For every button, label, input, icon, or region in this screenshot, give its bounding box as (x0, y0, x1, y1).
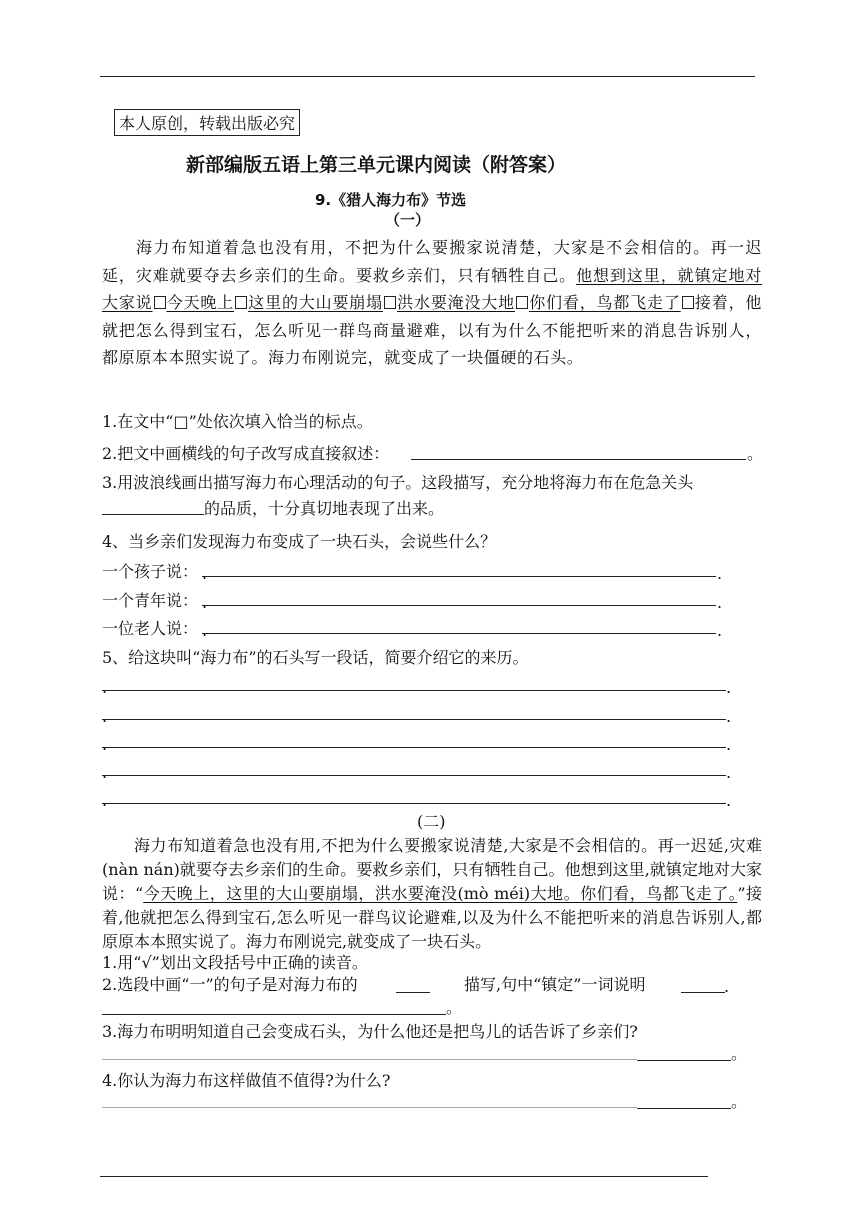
header-rule (100, 76, 755, 77)
line-dot: . (102, 763, 108, 782)
elder-says-label: 一位老人说： (102, 619, 199, 638)
answer-line[interactable] (102, 514, 204, 515)
question-2-2: 2.选段中画“一”的句子是对海力布的 (102, 975, 358, 994)
passage-two (102, 834, 762, 954)
answer-line[interactable] (396, 992, 430, 993)
question-2-3-end: 。 (731, 1044, 748, 1063)
question-1-4: 4、当乡亲们发现海力布变成了一块石头，会说些什么？ (102, 532, 497, 551)
underlined-sentence: 他想到这里，就镇定地对大家说 今天晚上 这里的大山要崩塌 洪水要淹没大地 你们看，鸟都飞走了 (102, 265, 762, 312)
blank-box-icon[interactable] (154, 296, 166, 309)
question-2-1: 1.用“√”划出文段括号中正确的读音。 (102, 953, 368, 972)
line-dot: . (726, 707, 732, 726)
answer-line[interactable] (411, 459, 746, 460)
question-1-2-end: 。 (747, 444, 764, 463)
line-dot: . (726, 735, 732, 754)
answer-line[interactable] (637, 1060, 731, 1061)
line-dot: . (202, 621, 208, 640)
line-dot: . (102, 707, 108, 726)
passage-one-text-a: 海力布知道着急也没有用，不把为什么要搬家说清楚，大家是不会相信的。再一迟延，灾难就要夺去乡亲们的生命。要救乡亲们，只有牺牲自己。 (102, 238, 762, 285)
line-dot: . (724, 977, 730, 996)
question-1-3: 3.用波浪线画出描写海力布心理活动的句子。这段描写，充分地将海力布在危急关头 (102, 473, 694, 492)
question-1-5: 5、给这块叫“海力布”的石头写一段话，简要介绍它的来历。 (102, 648, 529, 667)
part-two-label: (二) (417, 812, 446, 831)
line-dot: . (717, 621, 723, 640)
answer-line[interactable] (637, 1108, 731, 1109)
line-dot: . (202, 564, 208, 583)
answer-line[interactable] (102, 803, 726, 804)
answer-line[interactable] (102, 1014, 446, 1015)
blank-box-icon[interactable] (516, 296, 528, 309)
line-dot: . (202, 593, 208, 612)
answer-line[interactable] (202, 576, 716, 577)
blank-box-icon[interactable] (384, 296, 396, 309)
answer-line[interactable] (102, 775, 726, 776)
line-dot: . (717, 564, 723, 583)
passage-two-text-a: 海力布知道着急也没有用,不把为什么要搬家说清楚,大家是不会相信的。再一迟延,灾难(nàn nán)就要夺去乡亲们的生命。要救乡亲们，只有牺牲自己。他想到这里,就镇定地对大家说：“ (102, 836, 762, 903)
youth-says-label: 一个青年说： (102, 591, 199, 610)
question-2-3: 3.海力布明明知道自己会变成石头，为什么他还是把鸟儿的话告诉了乡亲们? (102, 1022, 638, 1041)
question-2-4: 4.你认为海力布这样做值不值得?为什么? (102, 1071, 391, 1090)
line-dot: . (102, 678, 108, 697)
answer-line[interactable] (102, 719, 726, 720)
line-dot: . (102, 735, 108, 754)
line-dot: . (717, 593, 723, 612)
answer-line[interactable] (102, 747, 726, 748)
answer-line[interactable] (202, 633, 716, 634)
question-1-2: 2.把文中画横线的句子改写成直接叙述： (102, 444, 390, 463)
passage-one-text-g: 接着，他就把怎么得到宝石，怎么听见一群鸟商量避难，以有为什么不能把听来的消息告诉别人，都原原本本照实说了。海力布刚说完，就变成了一块僵硬的石头。 (102, 293, 763, 367)
line-dot: . (726, 678, 732, 697)
line-dot: . (726, 791, 732, 810)
question-2-2-cont: 描写,句中“镇定”一词说明 (464, 975, 646, 994)
child-says-label: 一个孩子说： (102, 562, 199, 581)
lesson-subtitle: 9.《猎人海力布》节选 (315, 191, 467, 209)
underlined-sentence: 今天晚上，这里的大山要崩塌，洪水要淹没(mò méi)大地。你们看，鸟都飞走了。 (143, 884, 738, 903)
question-2-2-end: 。 (446, 998, 463, 1017)
footer-rule (100, 1176, 708, 1177)
passage-one (102, 234, 762, 372)
answer-line[interactable] (102, 1059, 637, 1060)
answer-line[interactable] (102, 1107, 637, 1108)
question-1-1: 1.在文中“□”处依次填入恰当的标点。 (102, 412, 373, 431)
line-dot: . (726, 763, 732, 782)
line-dot: . (102, 791, 108, 810)
answer-line[interactable] (102, 690, 726, 691)
blank-box-icon[interactable] (682, 296, 694, 309)
passage-two-text-c: ”接着,他就把怎么得到宝石,怎么听见一群鸟议论避难,以及为什么不能把听来的消息告诉别人,都原原本本照实说了。海力布刚说完,就变成了一块石头。 (102, 884, 763, 951)
page-title: 新部编版五语上第三单元课内阅读（附答案） (186, 154, 567, 176)
blank-box-icon[interactable] (235, 296, 247, 309)
copyright-stamp: 本人原创，转载出版必究 (114, 109, 300, 136)
question-1-3-cont: 的品质，十分真切地表现了出来。 (204, 499, 445, 518)
answer-line[interactable] (202, 605, 716, 606)
part-one-label: （一） (385, 211, 431, 229)
question-2-4-end: 。 (731, 1092, 748, 1111)
answer-line[interactable] (681, 992, 725, 993)
